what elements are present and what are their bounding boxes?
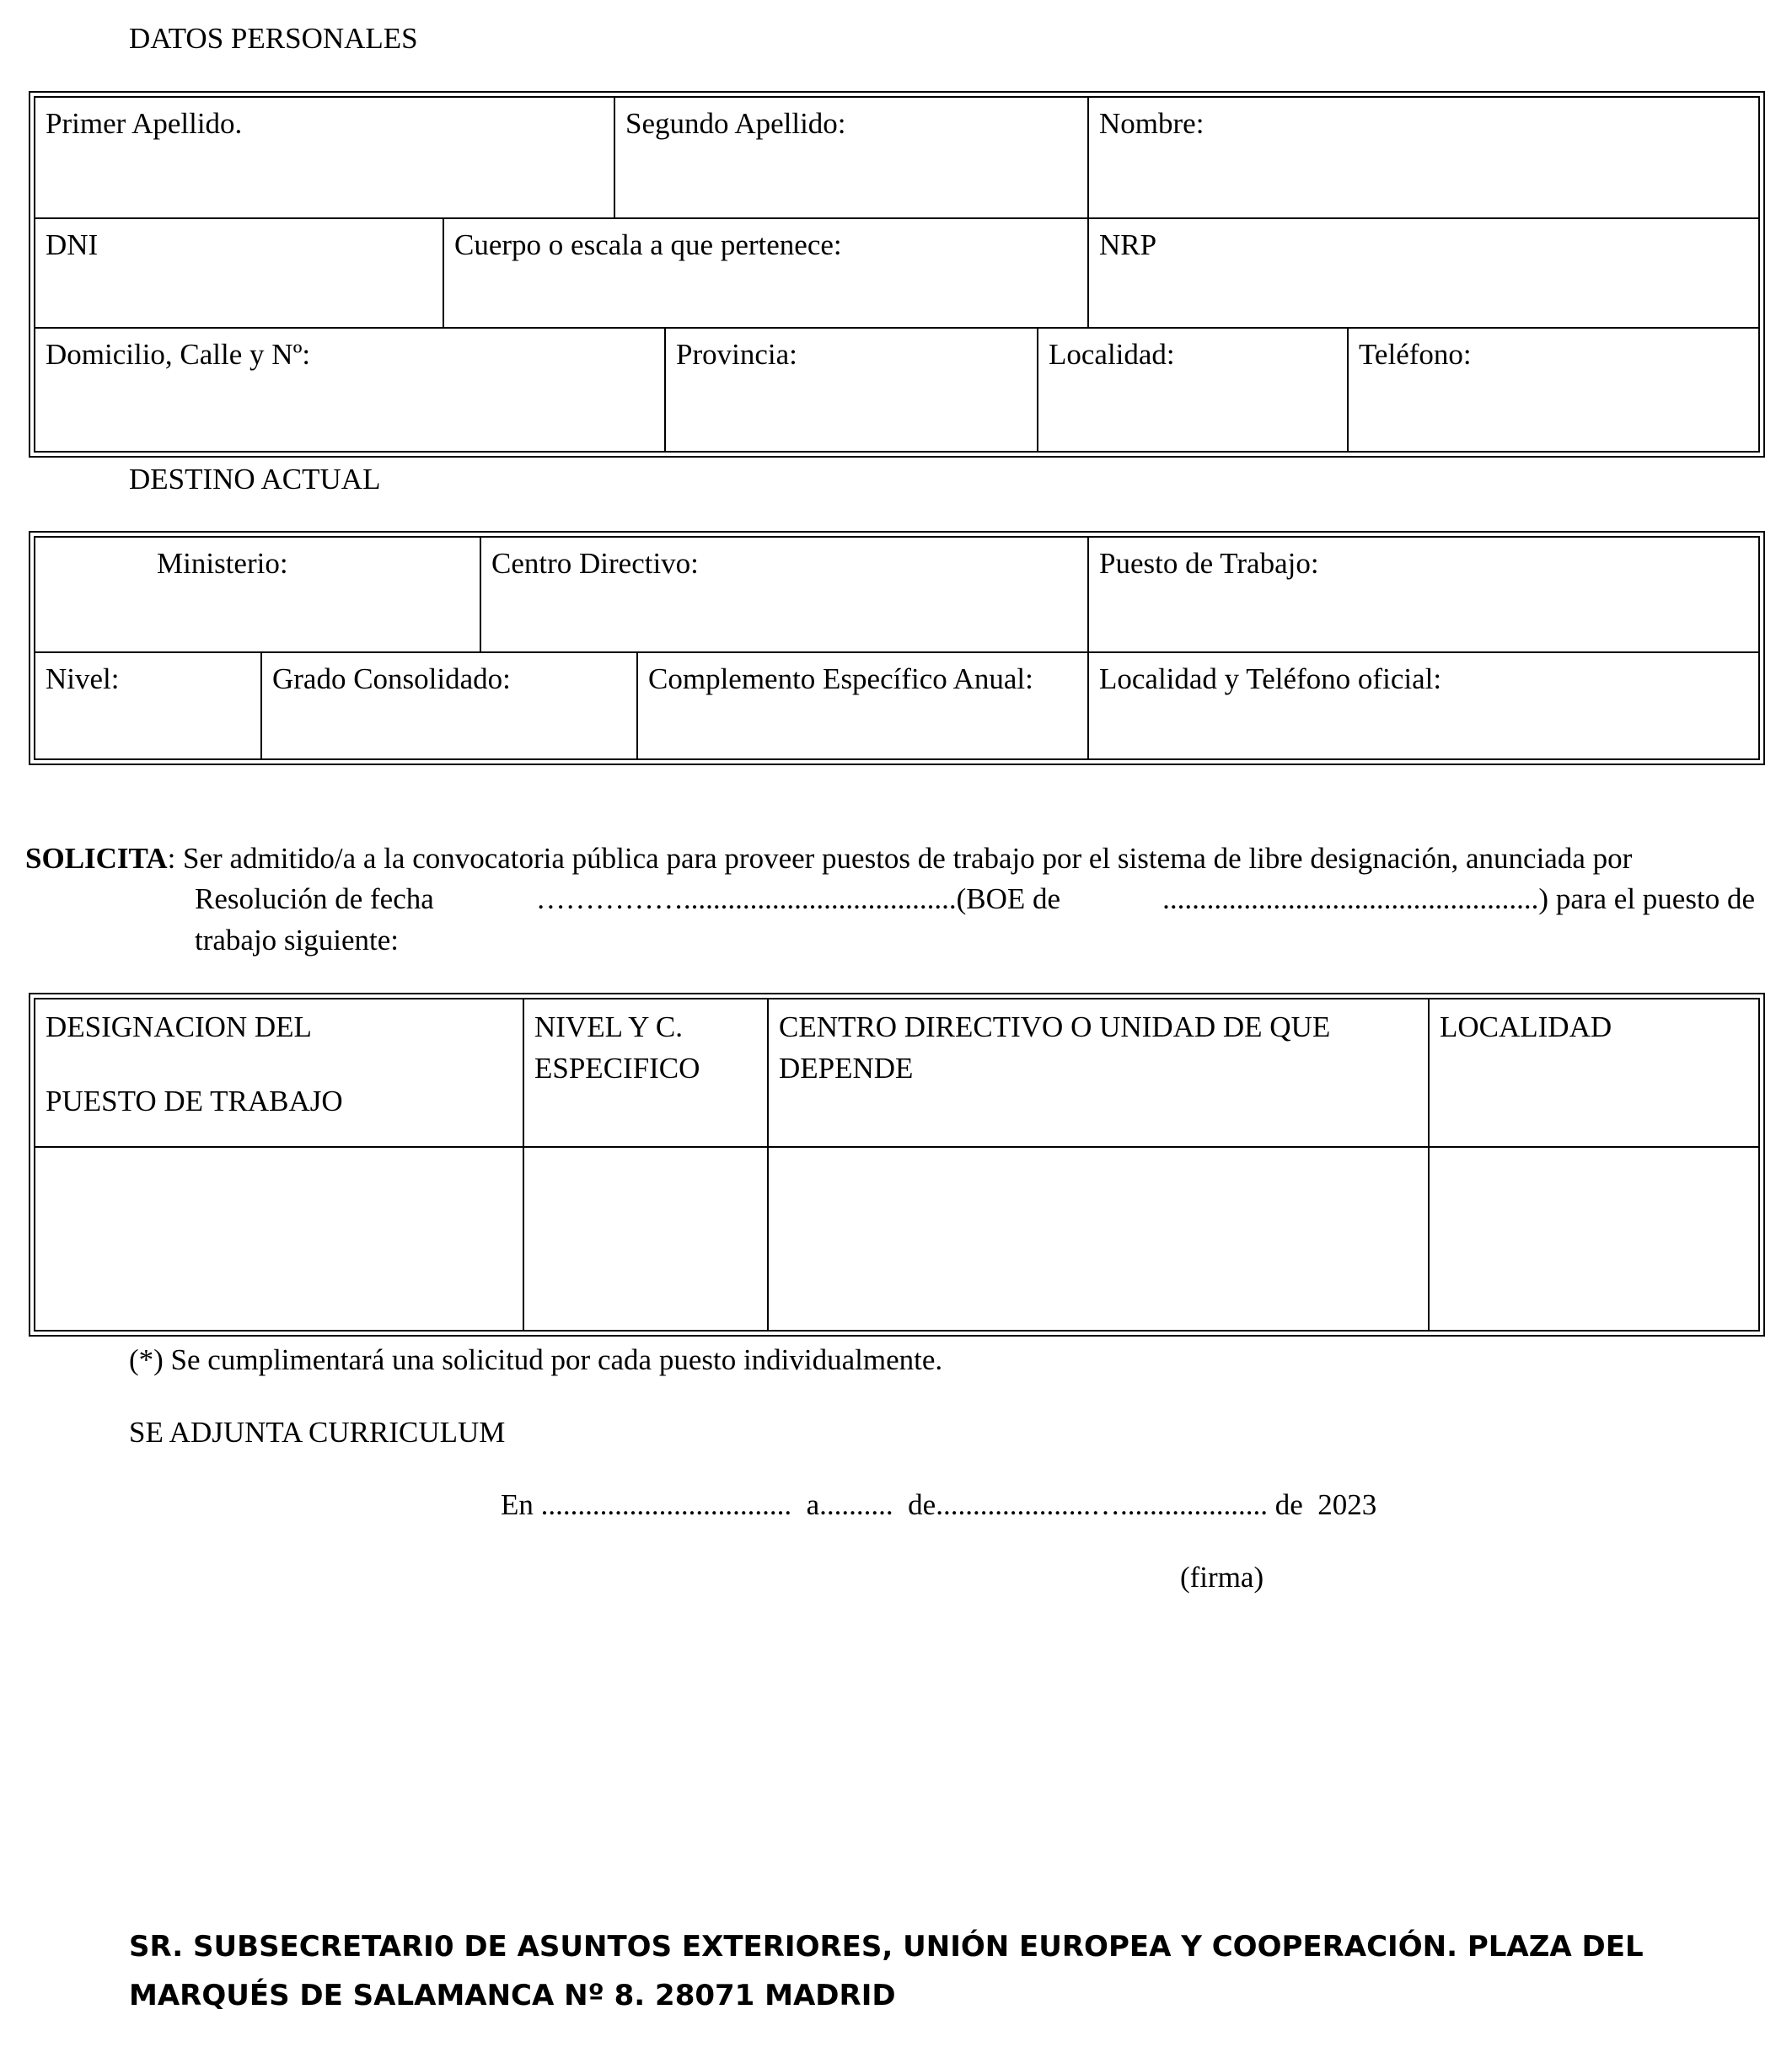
solicita-fecha-boe: …………….....................................(BOE de — [535, 882, 1061, 916]
field-ministerio[interactable] — [35, 538, 480, 651]
label-dni: DNI — [46, 228, 99, 261]
field-nombre[interactable] — [1087, 98, 1758, 217]
header-centro-directivo-text: CENTRO DIRECTIVO O UNIDAD DE QUE DEPENDE — [779, 1010, 1331, 1085]
field-puesto-trabajo[interactable] — [1087, 538, 1758, 651]
solicita-paragraph — [25, 839, 1755, 961]
field-complemento-especifico[interactable] — [636, 653, 1087, 758]
firma-label: (firma) — [1180, 1561, 1264, 1594]
header-designacion-line2: PUESTO DE TRABAJO — [46, 1085, 343, 1117]
solicita-key: SOLICITA — [25, 842, 168, 875]
solicita-line-1 — [25, 839, 1755, 879]
label-domicilio: Domicilio, Calle y Nº: — [46, 338, 311, 371]
section-title-datos-personales: DATOS PERSONALES — [129, 22, 418, 55]
puesto-table-row — [35, 1146, 1758, 1330]
header-centro-directivo — [767, 999, 1428, 1146]
field-domicilio[interactable] — [35, 329, 664, 451]
field-segundo-apellido[interactable] — [614, 98, 1087, 217]
label-nombre: Nombre: — [1099, 107, 1205, 140]
label-provincia: Provincia: — [676, 338, 797, 371]
label-segundo-apellido: Segundo Apellido: — [625, 107, 846, 140]
header-nivel-especifico-text: NIVEL Y C. ESPECIFICO — [534, 1010, 700, 1085]
label-cuerpo: Cuerpo o escala a que pertenece: — [454, 228, 842, 261]
input-nivel-especifico[interactable] — [523, 1148, 767, 1330]
header-localidad-text: LOCALIDAD — [1440, 1010, 1612, 1043]
field-localidad-telefono-oficial[interactable] — [1087, 653, 1758, 758]
field-dni[interactable] — [35, 219, 443, 329]
label-grado-consolidado: Grado Consolidado: — [272, 662, 511, 695]
note-text: (*) Se cumplimentará una solicitud por cada puesto individualmente. — [129, 1343, 943, 1376]
solicita-line-3: trabajo siguiente: — [195, 923, 400, 957]
field-nivel[interactable] — [35, 653, 260, 758]
input-designacion[interactable] — [35, 1148, 523, 1330]
label-centro-directivo: Centro Directivo: — [491, 547, 699, 580]
solicita-resolucion-label: Resolución de fecha — [195, 882, 434, 916]
field-provincia[interactable] — [664, 329, 1037, 451]
field-cuerpo[interactable] — [443, 219, 1087, 329]
label-nivel: Nivel: — [46, 662, 120, 695]
field-telefono[interactable] — [1347, 329, 1758, 451]
label-localidad-telefono-oficial: Localidad y Teléfono oficial: — [1099, 662, 1442, 695]
header-localidad — [1428, 999, 1758, 1146]
puesto-table-header — [35, 999, 1758, 1146]
input-centro-directivo[interactable] — [767, 1148, 1428, 1330]
label-puesto-trabajo: Puesto de Trabajo: — [1099, 547, 1319, 580]
input-localidad[interactable] — [1428, 1148, 1758, 1330]
label-nrp: NRP — [1099, 228, 1157, 261]
puesto-table — [29, 993, 1765, 1337]
field-grado-consolidado[interactable] — [260, 653, 636, 758]
field-nrp[interactable] — [1087, 219, 1758, 329]
field-localidad[interactable] — [1037, 329, 1347, 451]
section-title-destino-actual: DESTINO ACTUAL — [129, 463, 381, 496]
label-complemento-especifico: Complemento Específico Anual: — [648, 662, 1033, 695]
field-primer-apellido[interactable] — [35, 98, 614, 217]
fecha-line[interactable]: En .................................. a.......... de.....................….................... de 2023 — [501, 1488, 1377, 1521]
header-designacion — [35, 999, 523, 1146]
adjunta-curriculum: SE ADJUNTA CURRICULUM — [129, 1416, 506, 1449]
label-localidad: Localidad: — [1049, 338, 1175, 371]
field-centro-directivo[interactable] — [480, 538, 1087, 651]
label-ministerio: Ministerio: — [157, 547, 288, 580]
solicita-boe-puesto: ...................................................) para el puesto de — [1162, 882, 1755, 916]
recipient-address: SR. SUBSECRETARI0 DE ASUNTOS EXTERIORES, UNIÓN EUROPEA Y COOPERACIÓN. PLAZA DEL MARQUÉS DE SALAMANCA Nº 8. 28071 MADRID — [129, 1930, 1644, 2012]
solicita-line-2 — [25, 879, 1755, 919]
label-telefono: Teléfono: — [1359, 338, 1472, 371]
label-primer-apellido: Primer Apellido. — [46, 107, 243, 140]
header-nivel-especifico — [523, 999, 767, 1146]
header-designacion-line1: DESIGNACION DEL — [46, 1010, 312, 1043]
destino-actual-box — [29, 531, 1765, 765]
datos-personales-box — [29, 91, 1765, 458]
solicita-line-1-text: : Ser admitido/a a la convocatoria pública para proveer puestos de trabajo por el sistema de libre designación, anunciada por — [167, 842, 1633, 875]
